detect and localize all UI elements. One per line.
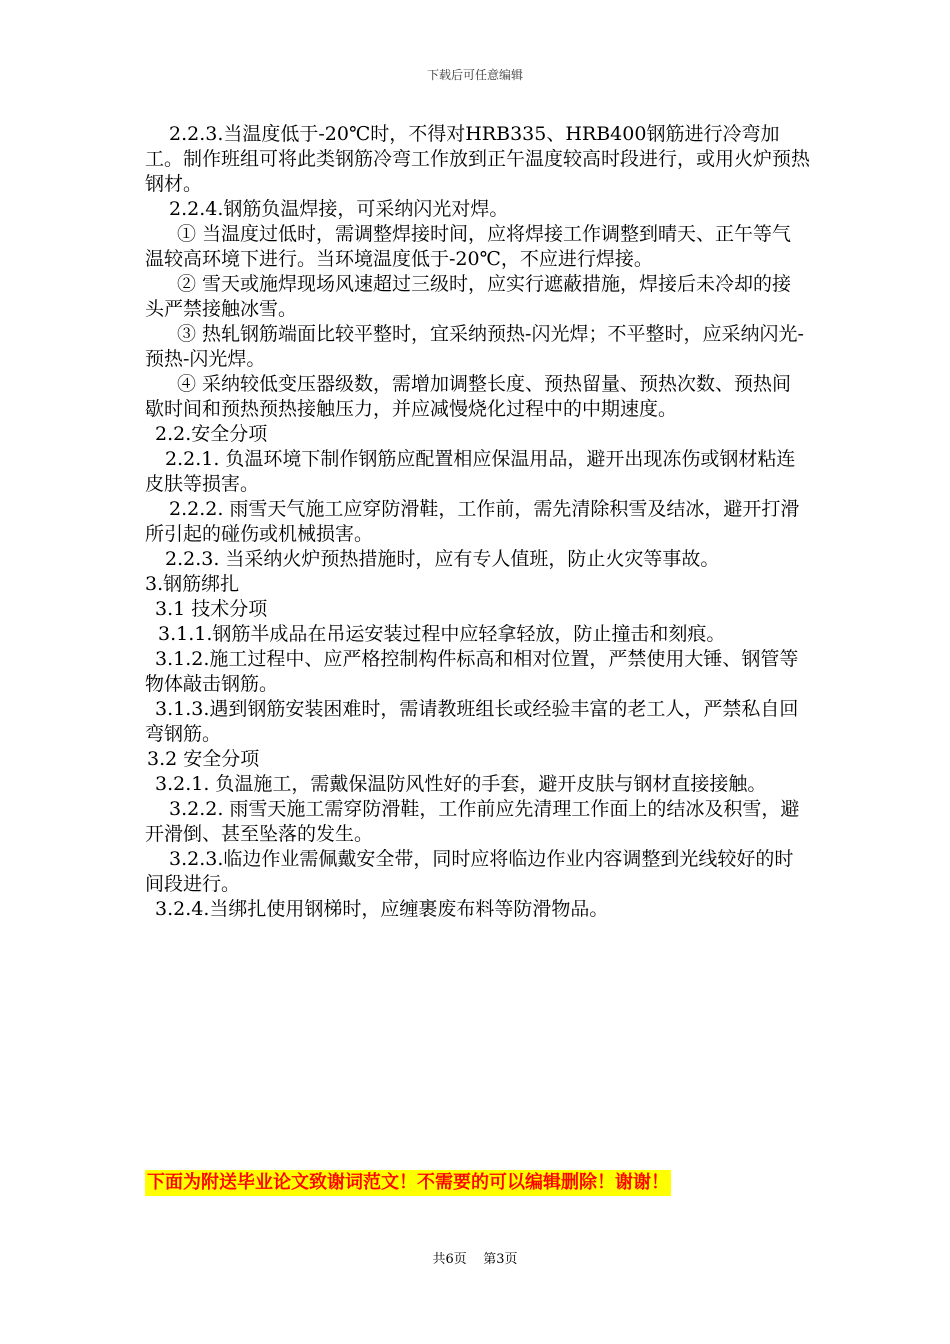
- paragraph-2-2-1-frostbite: 2.2.1. 负温环境下制作钢筋应配置相应保温用品，避开出现冻伤或钢材粘连皮肤等损害。: [145, 448, 796, 495]
- paragraph-welding-item-3: ③ 热轧钢筋端面比较平整时，宜采纳预热-闪光焊；不平整时，应采纳闪光-预热-闪光焊。: [145, 323, 804, 370]
- paragraph-welding-item-1: ① 当温度过低时，需调整焊接时间，应将焊接工作调整到晴天、正午等气温较高环境下进行。当环境温度低于-20℃，不应进行焊接。: [145, 223, 792, 270]
- paragraph-3-2-2-anti-slip: 3.2.2. 雨雪天施工需穿防滑鞋，工作前应先清理工作面上的结冰及积雪，避开滑倒、甚至坠落的发生。: [145, 798, 800, 845]
- paragraph-2-2-4-welding: 2.2.4.钢筋负温焊接，可采纳闪光对焊。: [169, 198, 509, 220]
- heading-3-2-safety: 3.2 安全分项: [147, 748, 260, 770]
- heading-2-2-safety: 2.2.安全分项: [155, 423, 268, 445]
- highlighted-notice: 下面为附送毕业论文致谢词范文！不需要的可以编辑删除！谢谢！: [145, 1170, 671, 1196]
- paragraph-3-2-1-gloves: 3.2.1. 负温施工，需戴保温防风性好的手套，避开皮肤与钢材直接接触。: [155, 773, 767, 795]
- paragraph-3-1-3-installation: 3.1.3.遇到钢筋安装困难时，需请教班组长或经验丰富的老工人，严禁私自回弯钢筋。: [145, 698, 799, 745]
- page-footer: 共6页 第3页: [432, 1252, 518, 1267]
- document-body: [145, 122, 810, 922]
- page-header: 下载后可任意编辑: [426, 68, 523, 82]
- paragraph-2-2-3-cold-bending: 2.2.3.当温度低于-20℃时，不得对HRB335、HRB400钢筋进行冷弯加工。制作班组可将此类钢筋冷弯工作放到正午温度较高时段进行，或用火炉预热钢材。: [145, 123, 811, 195]
- heading-3-rebar-binding: 3.钢筋绑扎: [145, 573, 240, 595]
- paragraph-2-2-2-anti-slip: 2.2.2. 雨雪天气施工应穿防滑鞋，工作前，需先清除积雪及结冰，避开打滑所引起的碰伤或机械损害。: [145, 498, 800, 545]
- paragraph-2-2-3-fire-watch: 2.2.3. 当采纳火炉预热措施时，应有专人值班，防止火灾等事故。: [165, 548, 720, 570]
- paragraph-welding-item-4: ④ 采纳较低变压器级数，需增加调整长度、预热留量、预热次数、预热间歇时间和预热预热接触压力，并应减慢烧化过程中的中期速度。: [145, 373, 792, 420]
- paragraph-3-1-2-control: 3.1.2.施工过程中、应严格控制构件标高和相对位置，严禁使用大锤、钢管等物体敲击钢筋。: [145, 648, 799, 695]
- heading-3-1-technical: 3.1 技术分项: [155, 598, 268, 620]
- paragraph-3-2-4-ladder: 3.2.4.当绑扎使用钢梯时，应缠裹废布料等防滑物品。: [155, 898, 609, 920]
- paragraph-3-1-1-handling: 3.1.1.钢筋半成品在吊运安装过程中应轻拿轻放，防止撞击和刻痕。: [158, 623, 726, 645]
- paragraph-3-2-3-safety-belt: 3.2.3.临边作业需佩戴安全带，同时应将临边作业内容调整到光线较好的时间段进行。: [145, 848, 794, 895]
- paragraph-welding-item-2: ② 雪天或施焊现场风速超过三级时，应实行遮蔽措施，焊接后未冷却的接头严禁接触冰雪。: [145, 273, 792, 320]
